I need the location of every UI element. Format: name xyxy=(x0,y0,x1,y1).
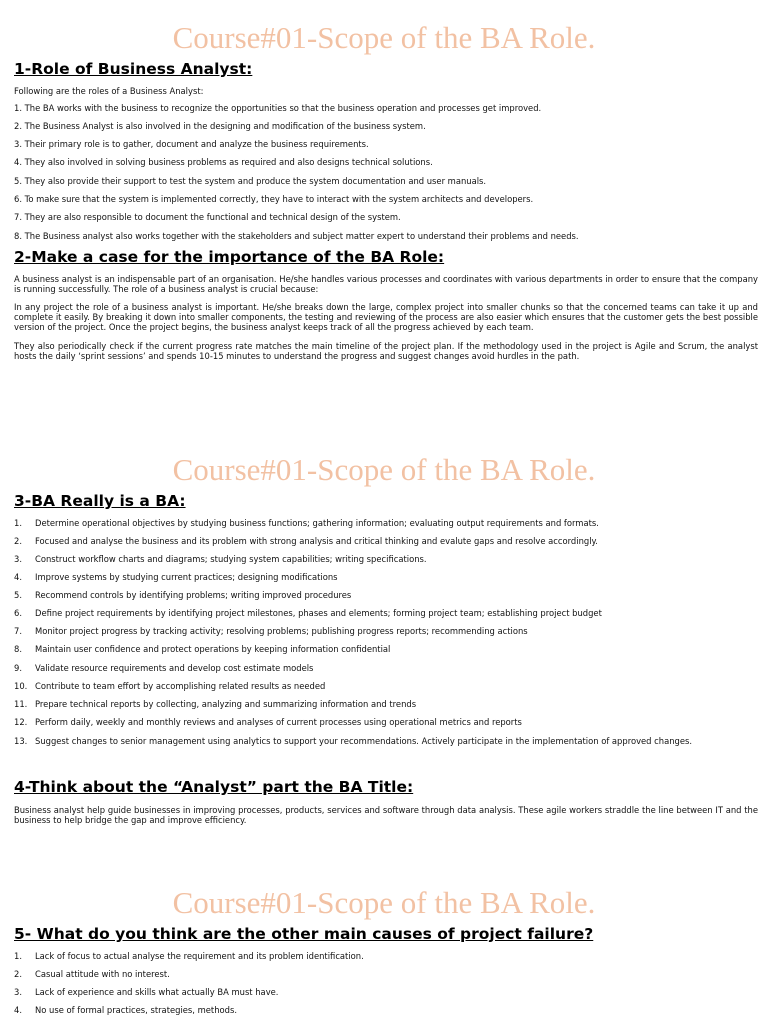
item-number: 2. xyxy=(14,969,22,979)
paragraph: In any project the role of a business analyst is important. He/she breaks down the large, complex project into smaller chunks so that the concerned teams can take it up and complete it easily. By breaking it down into smaller components, the testing and reviewing of the process are also easier which ensures that the customer gets the best possible version of the project. Once the project begins, the business analyst keeps track of all the progress achieved by each team. xyxy=(14,302,758,332)
numbered-item xyxy=(14,951,364,961)
list-item: 2. The Business Analyst is also involved in the designing and modification of the business system. xyxy=(14,121,426,131)
item-text: No use of formal practices, strategies, methods. xyxy=(35,1005,237,1015)
numbered-item xyxy=(14,572,338,582)
item-text: Suggest changes to senior management using analytics to support your recommendations. Actively participate in the implementation of approved changes. xyxy=(35,736,693,746)
item-text: Determine operational objectives by studying business functions; gathering information; evaluating output requirements and formats. xyxy=(35,518,599,528)
item-text: Monitor project progress by tracking activity; resolving problems; publishing progress reports; recommending actions xyxy=(35,626,528,636)
list-item: 1. The BA works with the business to recognize the opportunities so that the business operation and processes get improved. xyxy=(14,103,542,113)
paragraph: Business analyst help guide businesses in improving processes, products, services and software through data analysis. These agile workers straddle the line between IT and the business to help bridge the gap and improve efficiency. xyxy=(14,805,758,825)
numbered-item xyxy=(14,663,313,673)
course-title: Course#01-Scope of the BA Role. xyxy=(172,885,596,920)
numbered-item xyxy=(14,987,278,997)
item-number: 5. xyxy=(14,590,22,600)
numbered-item xyxy=(14,590,351,600)
item-text: Maintain user confidence and protect operations by keeping information confidential xyxy=(35,644,391,654)
item-text: Lack of experience and skills what actually BA must have. xyxy=(35,987,279,997)
numbered-item xyxy=(14,969,170,979)
paragraph: A business analyst is an indispensable part of an organisation. He/she handles various processes and coordinates with various departments in order to ensure that the company is running successfully. The role of a business analyst is crucial because: xyxy=(14,274,758,294)
item-text: Contribute to team effort by accomplishing related results as needed xyxy=(35,681,326,691)
item-number: 4. xyxy=(14,572,22,582)
item-text: Casual attitude with no interest. xyxy=(35,969,170,979)
numbered-item xyxy=(14,681,325,691)
list-item: 8. The Business analyst also works together with the stakeholders and subject matter expert to understand their problems and needs. xyxy=(14,231,579,241)
numbered-item xyxy=(14,608,602,618)
item-text: Perform daily, weekly and monthly reviews and analyses of current processes using operational metrics and reports xyxy=(35,717,522,727)
item-text: Define project requirements by identifying project milestones, phases and elements; forming project team; establishing project budget xyxy=(35,608,602,618)
item-number: 12. xyxy=(14,717,28,727)
item-number: 11. xyxy=(14,699,28,709)
item-text: Lack of focus to actual analyse the requirement and its problem identification. xyxy=(35,951,364,961)
course-title: Course#01-Scope of the BA Role. xyxy=(172,20,596,55)
item-text: Construct workflow charts and diagrams; studying system capabilities; writing specifications. xyxy=(35,554,427,564)
numbered-item xyxy=(14,518,599,528)
section-heading-ba-really: 3-BA Really is a BA: xyxy=(14,492,186,510)
item-text: Validate resource requirements and develop cost estimate models xyxy=(35,663,314,673)
list-item: 4. They also involved in solving business problems as required and also designs technical solutions. xyxy=(14,157,433,167)
item-text: Focused and analyse the business and its problem with strong analysis and critical thinking and evalute gaps and resolve accordingly. xyxy=(35,536,598,546)
numbered-item xyxy=(14,699,416,709)
numbered-item xyxy=(14,554,427,564)
numbered-item xyxy=(14,536,598,546)
list-item: 5. They also provide their support to test the system and produce the system documentation and user manuals. xyxy=(14,176,487,186)
list-item: 7. They are also responsible to document the functional and technical design of the system. xyxy=(14,212,401,222)
item-number: 10. xyxy=(14,681,28,691)
numbered-item xyxy=(14,626,528,636)
item-number: 6. xyxy=(14,608,22,618)
item-number: 7. xyxy=(14,626,22,636)
section-heading-analyst: 4-Think about the “Analyst” part the BA Title: xyxy=(14,778,414,796)
list-item: 6. To make sure that the system is implemented correctly, they have to interact with the system architects and developers. xyxy=(14,194,534,204)
item-text: Improve systems by studying current practices; designing modifications xyxy=(35,572,338,582)
section-heading-role: 1-Role of Business Analyst: xyxy=(14,60,253,78)
item-number: 4. xyxy=(14,1005,22,1015)
numbered-item xyxy=(14,1005,237,1015)
intro-text: Following are the roles of a Business Analyst: xyxy=(14,86,204,96)
numbered-item xyxy=(14,736,692,746)
item-number: 1. xyxy=(14,951,22,961)
paragraph: They also periodically check if the current progress rate matches the main timeline of the project plan. If the methodology used in the project is Agile and Scrum, the analyst hosts the daily ‘sprint sessions’ and spends 10-15 minutes to understand the progress and suggest changes avoid hurdles in the path. xyxy=(14,341,758,361)
course-title: Course#01-Scope of the BA Role. xyxy=(172,452,596,487)
item-number: 9. xyxy=(14,663,22,673)
item-text: Prepare technical reports by collecting, analyzing and summarizing information and trends xyxy=(35,699,417,709)
item-number: 3. xyxy=(14,554,22,564)
item-number: 1. xyxy=(14,518,22,528)
item-number: 2. xyxy=(14,536,22,546)
section-heading-importance: 2-Make a case for the importance of the BA Role: xyxy=(14,248,445,266)
item-number: 3. xyxy=(14,987,22,997)
item-number: 13. xyxy=(14,736,28,746)
numbered-item xyxy=(14,717,522,727)
numbered-item xyxy=(14,644,390,654)
item-number: 8. xyxy=(14,644,22,654)
item-text: Recommend controls by identifying problems; writing improved procedures xyxy=(35,590,352,600)
section-heading-project-failure: 5- What do you think are the other main causes of project failure? xyxy=(14,925,594,943)
list-item: 3. Their primary role is to gather, document and analyze the business requirements. xyxy=(14,139,369,149)
